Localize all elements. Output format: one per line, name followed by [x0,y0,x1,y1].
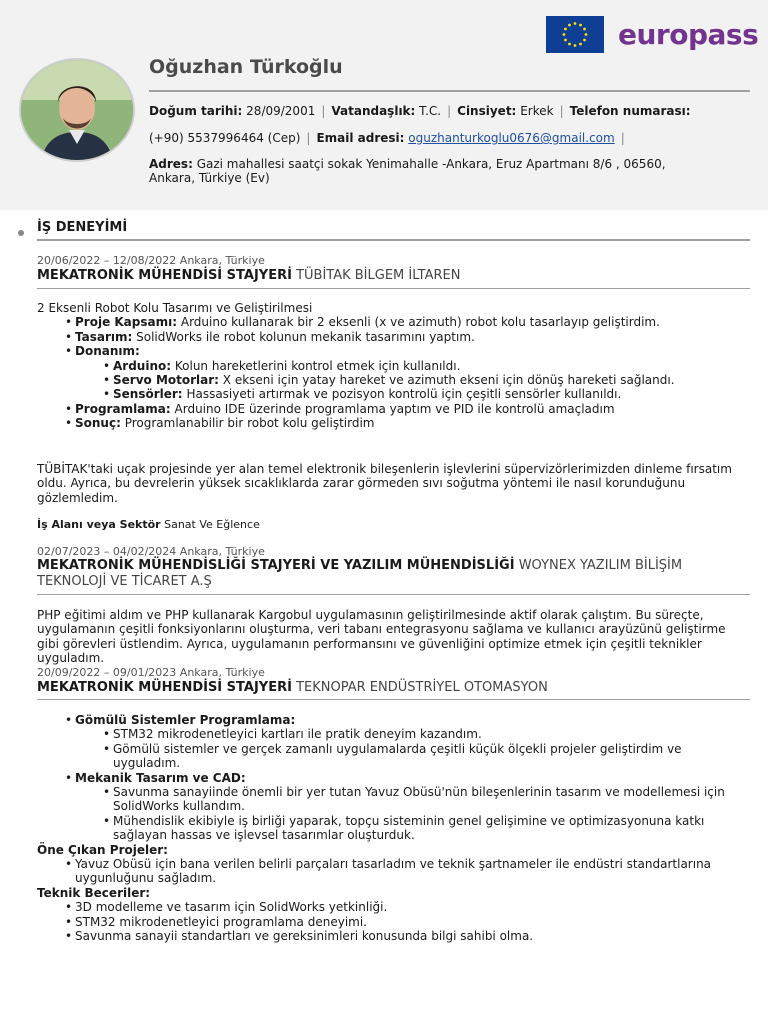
nationality-value: T.C. [419,104,442,118]
list-item: • 3D modelleme ve tasarım için SolidWorks yetkinliği. [37,900,747,914]
list-item: • Sensörler: Hassasiyeti artırmak ve pozisyon kontrolü için çeşitli sensörler kullanıldı. [37,387,747,401]
eu-star-icon [568,24,571,27]
phone-label: Telefon numarası: [569,104,691,118]
job1-date: 20/06/2022 – 12/08/2022 Ankara, Türkiye [37,254,265,267]
list-item: • Savunma sanayii standartları ve gereksinimleri konusunda bilgi sahibi olma. [37,929,747,943]
job3-title [37,680,750,696]
eu-star-icon [563,33,566,36]
job2-role: MEKATRONİK MÜHENDİSLİĞİ STAJYERİ VE YAZILIM MÜHENDİSLİĞİ [37,558,515,573]
projects-label: Öne Çıkan Projeler: [37,842,168,857]
person-name: Oğuzhan Türkoğlu [149,56,343,78]
avatar [19,58,135,162]
skills-label: Teknik Beceriler: [37,885,151,900]
job1-project-title: 2 Eksenli Robot Kolu Tasarımı ve Geliştirilmesi [37,301,313,315]
eu-star-icon [579,24,582,27]
job2-org: WOYNEX YAZILIM BİLİŞİM TEKNOLOJİ VE TİCARET A.Ş [37,558,683,589]
list-item: • Gömülü sistemler ve gerçek zamanlı uygulamalarda çeşitli küçük ölçekli projeler geliştirdim ve uyguladım. [37,742,747,771]
nationality-label: Vatandaşlık: [331,104,416,118]
phone-value: (+90) 5537996464 (Cep) [149,131,301,145]
list-item: • Arduino: Kolun hareketlerini kontrol etmek için kullanıldı. [37,359,747,373]
job1-title [37,268,750,284]
logo-text: europass [618,18,759,51]
job1-role: MEKATRONİK MÜHENDİSİ STAJYERİ [37,268,292,283]
job3-role: MEKATRONİK MÜHENDİSİ STAJYERİ [37,680,292,695]
list-item: • Gömülü Sistemler Programlama: [37,713,747,727]
eu-star-icon [574,44,577,47]
job1-sector [37,518,747,532]
job2-date: 02/07/2023 – 04/02/2024 Ankara, Türkiye [37,545,265,558]
list-item: • Tasarım: SolidWorks ile robot kolunun mekanik tasarımını yaptım. [37,330,747,344]
sector-label: İş Alanı veya Sektör [37,518,161,531]
job3-date: 20/09/2022 – 09/01/2023 Ankara, Türkiye [37,666,265,679]
list-item: • Servo Motorlar: X ekseni için yatay hareket ve azimuth ekseni için dönüş hareketi sağlandı. [37,373,747,387]
list-item: • Proje Kapsamı: Arduino kullanarak bir 2 eksenli (x ve azimuth) robot kolu tasarlayıp geliştirdim. [37,315,747,329]
section-title: İŞ DENEYİMİ [37,220,128,235]
job1-paragraph: TÜBİTAK'taki uçak projesinde yer alan temel elektronik bileşenlerin işlevlerini süpervizörlerimizden dinleme fırsatım oldu. Ayrıca, bu devrelerin yüksek sıcaklıklarda zarar görmeden sıvı soğutma yöntemi ile nasıl korunduğunu gözlemledim. [37,462,732,505]
info-line-1: Doğum tarihi: 28/09/2001 | Vatandaşlık: T.C. | Cinsiyet: Erkek | Telefon numarası: [149,104,691,118]
eu-star-icon [585,33,588,36]
email-label: Email adresi: [316,131,405,145]
gender-value: Erkek [520,104,554,118]
address-block [149,157,669,185]
job2-divider [37,594,750,595]
list-item: • Savunma sanayiinde önemli bir yer tutan Yavuz Obüsü'nün bileşenlerinin tasarım ve modellemesi için SolidWorks kullandım. [37,785,747,814]
job2-paragraph: PHP eğitimi aldım ve PHP kullanarak Kargobul uygulamasının geliştirilmesinde aktif olarak çalıştım. Bu süreçte, uygulamanın çeşitli fonksiyonlarını oluşturma, veri tabanı entegrasyonu sağlama ve kullanıcı arayüzünü geliştirme gibi görevleri üstlendim. Ayrıca, uygulamanın performansını ve güvenliğini optimize etmek için çeşitli teknikler uyguladım. [37,608,726,666]
dob-label: Doğum tarihi: [149,104,243,118]
job1-details [37,301,747,431]
list-item: • STM32 mikrodenetleyici kartları ile pratik deneyim kazandım. [37,727,747,741]
job1-org: TÜBİTAK BİLGEM İLTAREN [296,268,461,283]
email-link[interactable]: oguzhanturkoglu0676@gmail.com [408,131,615,145]
dob-value: 28/09/2001 [246,104,316,118]
list-item: • Mekanik Tasarım ve CAD: [37,771,747,785]
list-item: • Yavuz Obüsü için bana verilen belirli parçaları tasarladım ve teknik şartnameler ile endüstri standartlarına uygunluğunu sağladım. [37,857,747,886]
job3-divider [37,699,750,700]
eu-star-icon [564,28,567,31]
eu-star-icon [583,28,586,31]
eu-star-icon [579,43,582,46]
europass-logo [546,16,758,53]
list-item: • Programlama: Arduino IDE üzerinde programlama yaptım ve PID ile kontrolü amaçladım [37,402,747,416]
address-value: Gazi mahallesi saatçi sokak Yenimahalle -Ankara, Eruz Apartmanı 8/6 , 06560, Ankara, Türkiye (Ev) [149,157,666,185]
address-label: Adres: [149,157,193,171]
eu-star-icon [564,39,567,42]
eu-star-icon [583,39,586,42]
eu-star-icon [574,22,577,25]
section-divider [37,239,750,241]
eu-star-icon [568,43,571,46]
list-item: • Donanım: [37,344,747,358]
list-item: • STM32 mikrodenetleyici programlama deneyimi. [37,915,747,929]
job1-divider [37,288,750,289]
info-line-2: (+90) 5537996464 (Cep) | Email adresi: oguzhanturkoglu0676@gmail.com | [149,131,625,145]
list-item: • Mühendislik ekibiyle iş birliği yaparak, topçu sisteminin genel gelişimine ve optimizasyonuna katkı sağlayan hassas ve işlevsel tasarımlar oluşturduk. [37,814,747,843]
eu-flag-icon [546,16,604,53]
job3-details [37,713,747,944]
job2-title [37,558,750,590]
sector-value: Sanat Ve Eğlence [164,518,260,531]
section-bullet-icon [18,230,24,236]
list-item: • Sonuç: Programlanabilir bir robot kolu geliştirdim [37,416,747,430]
name-divider [149,90,750,92]
gender-label: Cinsiyet: [457,104,517,118]
job3-org: TEKNOPAR ENDÜSTRİYEL OTOMASYON [296,680,548,695]
